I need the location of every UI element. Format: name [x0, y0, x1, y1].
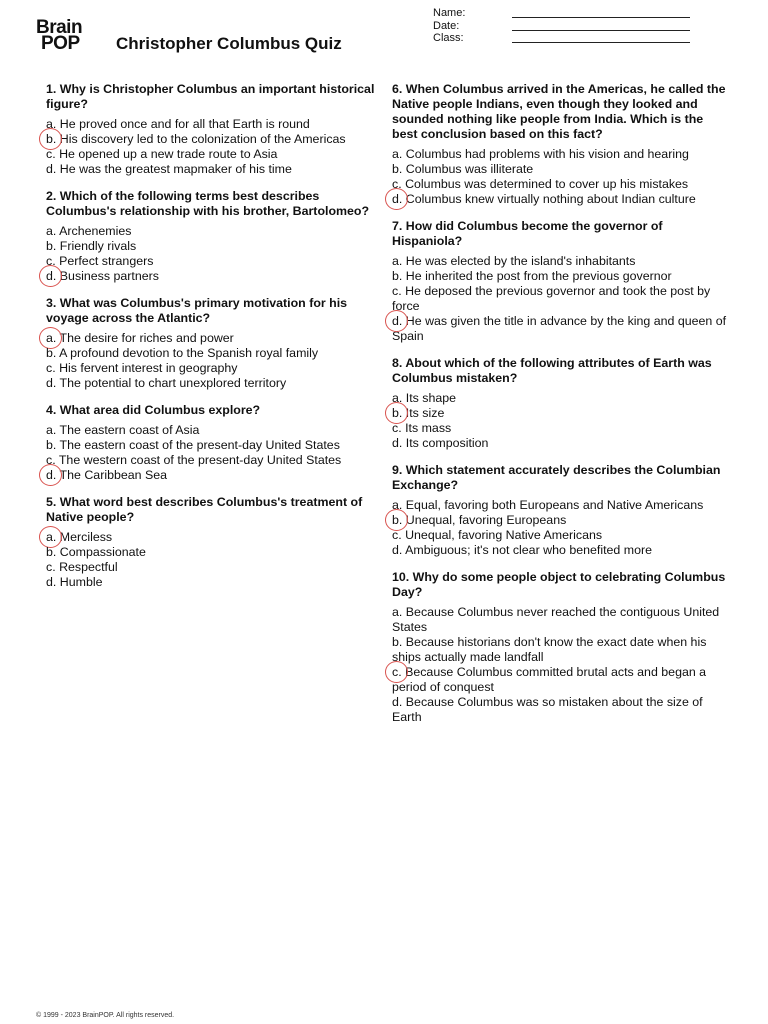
answer-option-selected[interactable]	[46, 269, 386, 284]
answer-options	[46, 117, 386, 177]
class-label: Class:	[433, 32, 464, 44]
option-text: Because Columbus was so mistaken about the size of Earth	[392, 695, 703, 724]
option-text: Business partners	[56, 269, 159, 283]
answer-option[interactable]	[392, 147, 732, 162]
logo-line-pop: POP	[41, 33, 80, 54]
answer-option[interactable]	[392, 421, 732, 436]
option-text: He was the greatest mapmaker of his time	[56, 162, 292, 176]
option-letter: d.	[46, 162, 57, 176]
class-field[interactable]	[433, 32, 693, 45]
answer-option[interactable]	[392, 635, 732, 665]
question-text: 10. Why do some people object to celebrating Columbus Day?	[392, 570, 726, 599]
option-letter: d.	[392, 314, 403, 328]
option-text: Its size	[402, 406, 445, 420]
question-block	[46, 296, 386, 391]
answer-option-selected[interactable]	[392, 665, 732, 695]
option-text: The eastern coast of the present-day United States	[56, 438, 340, 452]
answer-option[interactable]	[392, 177, 732, 192]
answer-option[interactable]	[392, 284, 732, 314]
option-letter: d.	[46, 376, 57, 390]
option-text: The potential to chart unexplored territory	[56, 376, 287, 390]
page-title: Christopher Columbus Quiz	[116, 34, 342, 53]
question-text: 3. What was Columbus's primary motivation for his voyage across the Atlantic?	[46, 296, 348, 325]
question-block	[46, 495, 386, 590]
answer-option[interactable]	[46, 254, 386, 269]
option-letter: c.	[392, 421, 402, 435]
option-letter: d.	[392, 192, 403, 206]
student-info-fields	[433, 7, 693, 45]
option-text: Because historians don't know the exact date when his ships actually made landfall	[392, 635, 707, 664]
answer-option-selected[interactable]	[392, 513, 732, 528]
option-text: The desire for riches and power	[56, 331, 234, 345]
answer-option[interactable]	[46, 423, 386, 438]
answer-option-selected[interactable]	[392, 314, 732, 344]
answer-option[interactable]	[392, 528, 732, 543]
name-field[interactable]	[433, 7, 693, 20]
questions-right-column	[392, 82, 732, 737]
option-letter: b.	[46, 346, 57, 360]
option-text: Ambiguous; it's not clear who benefited more	[402, 543, 652, 557]
question-block	[392, 570, 732, 725]
answer-option[interactable]	[46, 361, 386, 376]
option-text: His discovery led to the colonization of the Americas	[56, 132, 346, 146]
option-text: The eastern coast of Asia	[56, 423, 200, 437]
option-text: Perfect strangers	[55, 254, 154, 268]
answer-option[interactable]	[46, 545, 386, 560]
question-text: 4. What area did Columbus explore?	[46, 403, 261, 417]
logo-line-brain: Brain	[36, 17, 83, 38]
option-text: Because Columbus never reached the contiguous United States	[392, 605, 720, 634]
answer-options	[46, 331, 386, 391]
question-block	[46, 403, 386, 483]
answer-option[interactable]	[46, 239, 386, 254]
answer-options	[392, 605, 732, 725]
option-text: Friendly rivals	[56, 239, 137, 253]
option-text: Respectful	[55, 560, 118, 574]
answer-option[interactable]	[392, 269, 732, 284]
option-text: His fervent interest in geography	[55, 361, 238, 375]
answer-options	[392, 391, 732, 451]
name-label: Name:	[433, 7, 466, 19]
option-text: Humble	[56, 575, 103, 589]
option-text: He inherited the post from the previous governor	[402, 269, 672, 283]
option-letter: c.	[392, 284, 402, 298]
option-text: A profound devotion to the Spanish royal family	[56, 346, 319, 360]
option-letter: c.	[392, 528, 402, 542]
answer-option[interactable]	[46, 575, 386, 590]
option-text: He was given the title in advance by the king and queen of Spain	[392, 314, 727, 343]
option-text: Compassionate	[56, 545, 146, 559]
option-text: Equal, favoring both Europeans and Native Americans	[402, 498, 704, 512]
answer-option-selected[interactable]	[392, 406, 732, 421]
answer-option[interactable]	[392, 543, 732, 558]
answer-option[interactable]	[46, 560, 386, 575]
answer-option[interactable]	[46, 224, 386, 239]
option-text: Unequal, favoring Europeans	[402, 513, 567, 527]
answer-option[interactable]	[392, 162, 732, 177]
answer-option[interactable]	[392, 695, 732, 725]
name-line[interactable]	[512, 17, 690, 18]
option-letter: c.	[46, 453, 56, 467]
option-letter: c.	[46, 361, 56, 375]
option-text: He was elected by the island's inhabitants	[402, 254, 636, 268]
option-text: Columbus had problems with his vision and hearing	[402, 147, 689, 161]
option-letter: d.	[46, 269, 57, 283]
option-letter: b.	[392, 162, 403, 176]
option-letter: c.	[392, 665, 402, 679]
option-letter: c.	[46, 147, 56, 161]
option-text: Columbus was illiterate	[402, 162, 534, 176]
question-text: 7. How did Columbus become the governor of Hispaniola?	[392, 219, 663, 248]
answer-option[interactable]	[392, 254, 732, 269]
option-letter: a.	[392, 147, 403, 161]
option-text: Its composition	[402, 436, 489, 450]
option-letter: b.	[392, 513, 403, 527]
option-letter: a.	[392, 254, 403, 268]
question-block	[392, 463, 732, 558]
option-text: He opened up a new trade route to Asia	[55, 147, 278, 161]
option-letter: a.	[46, 117, 57, 131]
option-letter: d.	[392, 436, 403, 450]
date-label: Date:	[433, 19, 460, 32]
date-line[interactable]	[512, 30, 690, 31]
option-text: The Caribbean Sea	[56, 468, 168, 482]
option-text: He deposed the previous governor and took the post by force	[392, 284, 711, 313]
question-block	[46, 189, 386, 284]
answer-option[interactable]	[392, 436, 732, 451]
question-block	[392, 356, 732, 451]
answer-option[interactable]	[46, 147, 386, 162]
option-text: Columbus knew virtually nothing about Indian culture	[402, 192, 696, 206]
answer-option[interactable]	[46, 453, 386, 468]
question-text: 1. Why is Christopher Columbus an important historical figure?	[46, 82, 375, 111]
option-letter: b.	[392, 406, 403, 420]
option-letter: c.	[46, 254, 56, 268]
question-text: 2. Which of the following terms best describes Columbus's relationship with his brother, Bartolomeo?	[46, 189, 370, 218]
question-text: 5. What word best describes Columbus's treatment of Native people?	[46, 495, 363, 524]
answer-option[interactable]	[46, 117, 386, 132]
option-letter: a.	[46, 530, 57, 544]
option-letter: d.	[392, 695, 403, 709]
question-block	[46, 82, 386, 177]
option-letter: c.	[392, 177, 402, 191]
answer-option[interactable]	[392, 498, 732, 513]
question-text: 9. Which statement accurately describes the Columbian Exchange?	[392, 463, 721, 492]
option-letter: b.	[46, 239, 57, 253]
answer-option[interactable]	[46, 438, 386, 453]
option-letter: d.	[46, 575, 57, 589]
option-letter: a.	[392, 391, 403, 405]
option-letter: b.	[46, 545, 57, 559]
option-letter: a.	[46, 224, 57, 238]
option-text: Archenemies	[56, 224, 132, 238]
option-text: Columbus was determined to cover up his mistakes	[401, 177, 689, 191]
answer-option[interactable]	[46, 346, 386, 361]
answer-options	[46, 224, 386, 284]
option-text: The western coast of the present-day United States	[55, 453, 342, 467]
option-letter: b.	[392, 635, 403, 649]
answer-option[interactable]	[46, 376, 386, 391]
option-text: Unequal, favoring Native Americans	[401, 528, 603, 542]
question-block	[392, 219, 732, 344]
answer-option-selected[interactable]	[46, 132, 386, 147]
option-letter: d.	[46, 468, 57, 482]
answer-option[interactable]	[46, 162, 386, 177]
option-letter: a.	[46, 423, 57, 437]
option-letter: b.	[46, 438, 57, 452]
answer-options	[392, 498, 732, 558]
questions-left-column	[46, 82, 386, 602]
class-line[interactable]	[512, 42, 690, 43]
answer-option-selected[interactable]	[46, 331, 386, 346]
option-letter: a.	[392, 605, 403, 619]
question-text: 6. When Columbus arrived in the Americas, he called the Native people Indians, even though they looked and sounded nothing like people from India. Which is the best conclusion based on this fact?	[392, 82, 726, 141]
brainpop-logo	[36, 17, 83, 54]
answer-option[interactable]	[392, 391, 732, 406]
option-text: Merciless	[56, 530, 113, 544]
answer-options	[46, 423, 386, 483]
option-letter: b.	[46, 132, 57, 146]
option-text: Its mass	[401, 421, 452, 435]
option-letter: d.	[392, 543, 403, 557]
answer-options	[46, 530, 386, 590]
answer-options	[392, 254, 732, 344]
option-letter: a.	[392, 498, 403, 512]
answer-option-selected[interactable]	[392, 192, 732, 207]
answer-option-selected[interactable]	[46, 530, 386, 545]
answer-option[interactable]	[392, 605, 732, 635]
option-text: He proved once and for all that Earth is round	[56, 117, 310, 131]
copyright-footer: © 1999 - 2023 BrainPOP. All rights reserved.	[36, 1012, 175, 1019]
option-letter: b.	[392, 269, 403, 283]
question-block	[392, 82, 732, 207]
option-text: Because Columbus committed brutal acts and began a period of conquest	[392, 665, 707, 694]
option-letter: c.	[46, 560, 56, 574]
option-letter: a.	[46, 331, 57, 345]
date-field[interactable]	[433, 20, 693, 33]
question-text: 8. About which of the following attributes of Earth was Columbus mistaken?	[392, 356, 712, 385]
answer-option-selected[interactable]	[46, 468, 386, 483]
option-text: Its shape	[402, 391, 457, 405]
answer-options	[392, 147, 732, 207]
